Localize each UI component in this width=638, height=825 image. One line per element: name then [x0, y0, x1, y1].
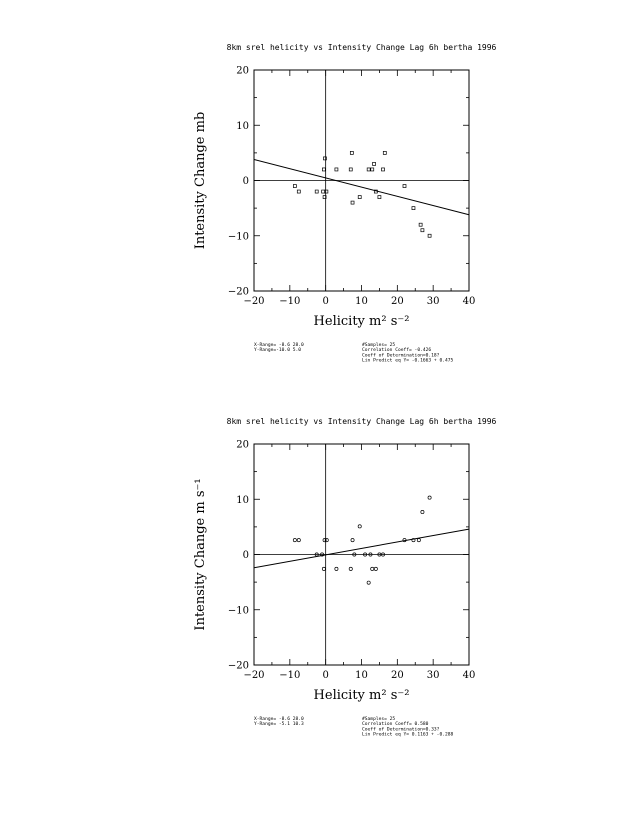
data-point — [358, 196, 361, 199]
data-point — [403, 185, 406, 188]
x-tick-label: −20 — [243, 296, 265, 307]
stats-summary-line: #Samples= 25 — [362, 717, 396, 722]
data-point — [373, 162, 376, 165]
chart-2 — [193, 417, 497, 738]
y-axis-label: Intensity Change mb — [193, 111, 208, 250]
data-point — [371, 567, 374, 570]
y-tick-label: 10 — [236, 120, 249, 132]
data-point — [358, 525, 361, 528]
x-tick-label: −10 — [279, 296, 301, 307]
x-tick-label: 30 — [426, 670, 440, 681]
y-tick-label: 0 — [242, 550, 249, 561]
regression-line — [254, 160, 469, 215]
data-point — [382, 168, 385, 171]
y-tick-label: −20 — [227, 286, 249, 298]
y-tick-label: −20 — [227, 660, 249, 672]
data-point — [428, 234, 431, 237]
data-point — [322, 567, 325, 570]
x-tick-label: 0 — [322, 670, 329, 681]
stats-summary-line: #Samples= 25 — [362, 343, 396, 348]
x-tick-label: 20 — [390, 296, 404, 307]
stats-range-line: Y-Range= -5.1 10.3 — [254, 722, 304, 728]
data-point — [412, 207, 415, 210]
chart-title: 8km srel helicity vs Intensity Change Lag 6h bertha 1996 — [226, 43, 497, 52]
chart-title: 8km srel helicity vs Intensity Change Lag 6h bertha 1996 — [226, 417, 497, 426]
stats-summary-line: Correlation Coeff= 0.580 — [362, 722, 429, 728]
x-tick-label: 40 — [462, 670, 476, 681]
data-point — [335, 168, 338, 171]
stats-range-line: Y-Range=-10.0 5.0 — [254, 348, 302, 354]
stats-summary-line: Coeff of Determination=0.33? — [362, 727, 440, 733]
stats-summary-line: Lin Predict eq Y= -0.1663 + 0.475 — [362, 358, 454, 364]
y-tick-label: 0 — [242, 176, 249, 187]
x-axis-label: Helicity m² s⁻² — [313, 688, 410, 703]
data-point — [335, 567, 338, 570]
x-tick-label: 20 — [390, 670, 404, 681]
data-point — [428, 496, 431, 499]
data-point — [350, 151, 353, 154]
stats-range-line: X-Range= -8.6 28.0 — [254, 717, 304, 722]
stats-summary-line: Correlation Coeff= -0.426 — [362, 348, 432, 354]
data-point — [293, 185, 296, 188]
x-tick-label: 30 — [426, 296, 440, 307]
x-tick-label: 0 — [322, 296, 329, 307]
x-tick-label: −20 — [243, 670, 265, 681]
data-point — [367, 168, 370, 171]
data-point — [421, 229, 424, 232]
chart-1 — [193, 43, 497, 364]
data-point — [417, 539, 420, 542]
stats-summary-line: Coeff of Determination=0.18? — [362, 353, 440, 359]
data-point — [351, 539, 354, 542]
data-point — [378, 196, 381, 199]
y-axis-label: Intensity Change m s⁻¹ — [193, 478, 208, 631]
data-point — [419, 223, 422, 226]
data-point — [297, 539, 300, 542]
data-point — [322, 190, 325, 193]
data-point — [371, 168, 374, 171]
data-point — [293, 539, 296, 542]
data-point — [374, 567, 377, 570]
y-tick-label: 10 — [236, 494, 249, 506]
x-tick-label: −10 — [279, 670, 301, 681]
x-tick-label: 40 — [462, 296, 476, 307]
y-tick-label: −10 — [227, 231, 249, 243]
data-point — [315, 190, 318, 193]
data-point — [349, 567, 352, 570]
y-tick-label: 20 — [236, 65, 249, 77]
x-axis-label: Helicity m² s⁻² — [313, 314, 410, 329]
data-point — [367, 581, 370, 584]
data-point — [322, 168, 325, 171]
data-point — [297, 190, 300, 193]
stats-summary-line: Lin Predict eq Y= 0.1163 + -0.288 — [362, 732, 454, 738]
data-point — [349, 168, 352, 171]
y-tick-label: 20 — [236, 439, 249, 451]
stats-range-line: X-Range= -8.6 28.0 — [254, 343, 304, 348]
data-point — [421, 510, 424, 513]
y-tick-label: −10 — [227, 605, 249, 617]
data-point — [351, 201, 354, 204]
x-tick-label: 10 — [355, 296, 368, 307]
x-tick-label: 10 — [355, 670, 368, 681]
regression-line — [254, 529, 469, 568]
data-point — [383, 151, 386, 154]
